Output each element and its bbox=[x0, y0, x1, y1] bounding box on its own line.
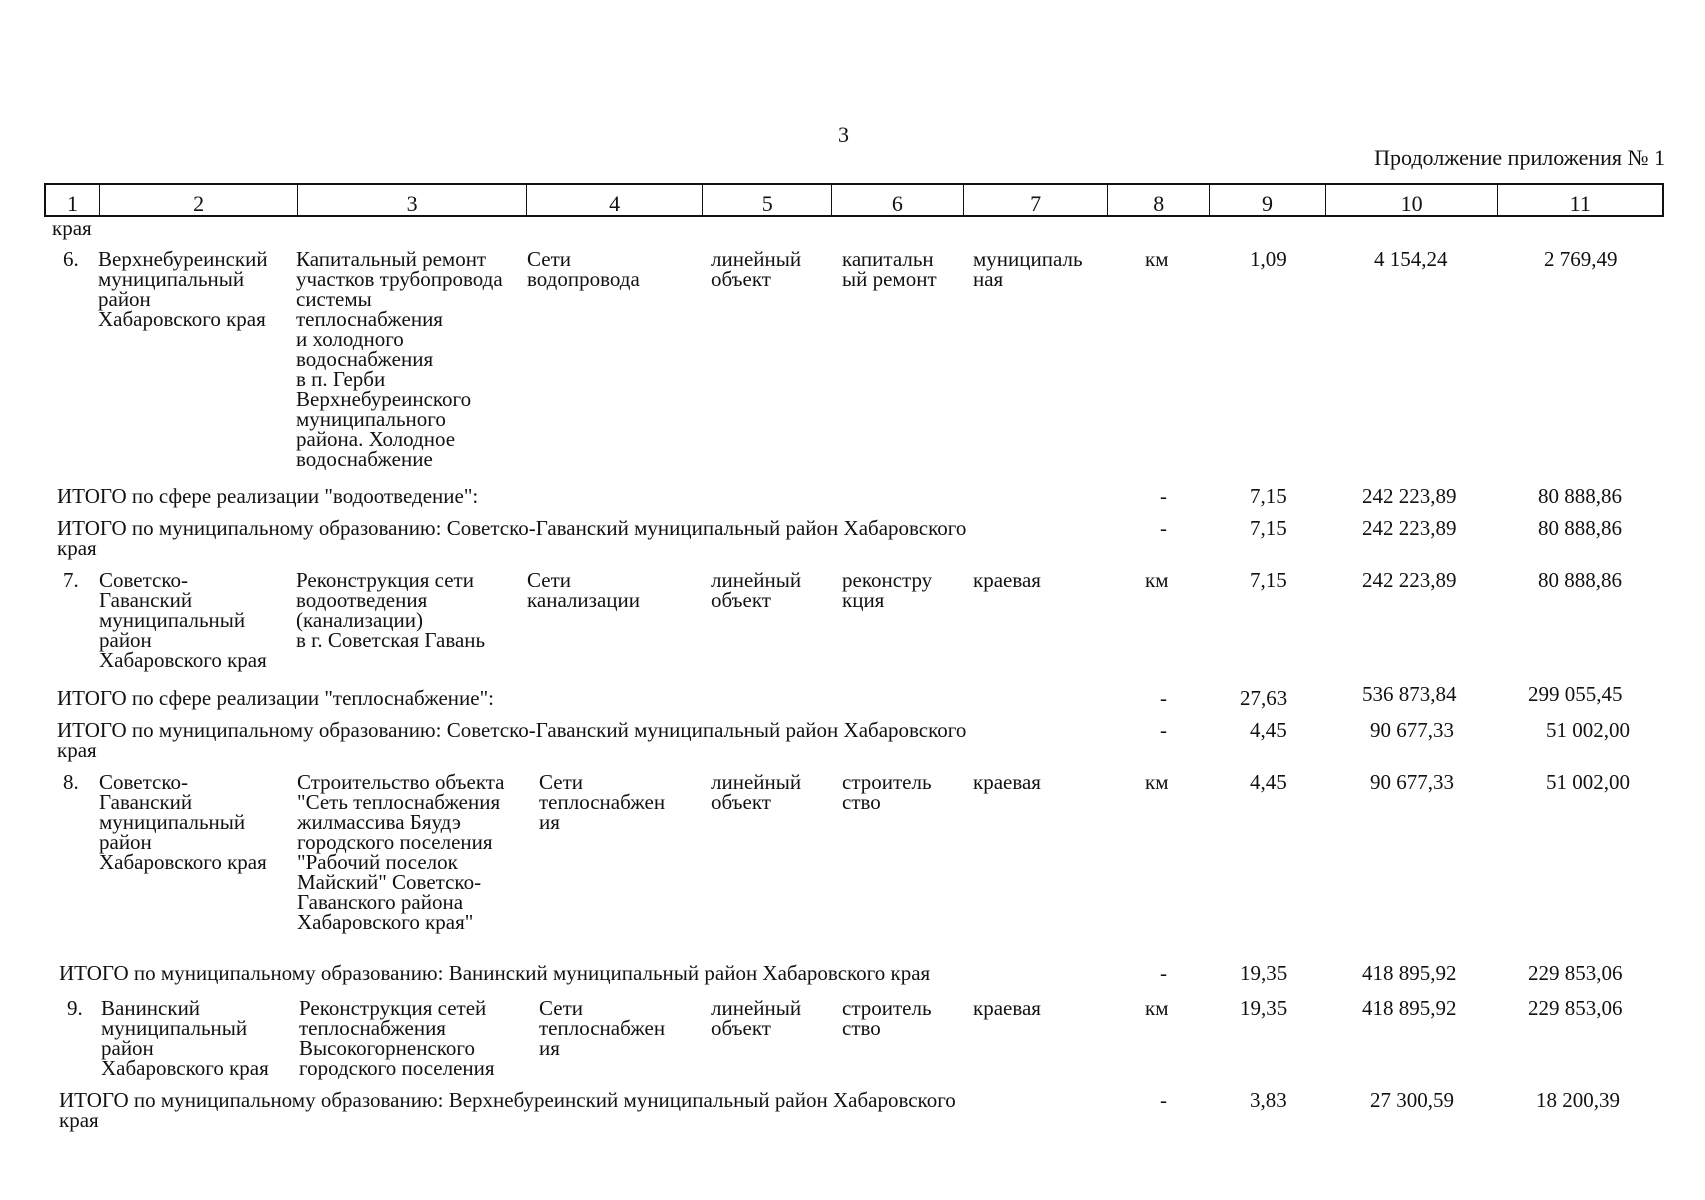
total-label: ИТОГО по муниципальному образованию: Ванинский муниципальный район Хабаровского края bbox=[59, 961, 931, 985]
length-cell: 19,35 bbox=[1240, 996, 1288, 1020]
ownership-cell: краевая bbox=[973, 996, 1041, 1020]
sum-cell: 51 002,00 bbox=[1546, 770, 1630, 794]
carryover-text: края bbox=[52, 216, 92, 240]
length-cell: 1,09 bbox=[1250, 247, 1287, 271]
total-sum: 299 055,45 bbox=[1528, 682, 1623, 706]
work-type-cell: капитальн ый ремонт bbox=[842, 247, 937, 291]
total-length: 19,35 bbox=[1240, 961, 1288, 985]
total-amount: 242 223,89 bbox=[1362, 516, 1457, 540]
total-amount: 90 677,33 bbox=[1370, 718, 1454, 742]
sum-cell: 229 853,06 bbox=[1528, 996, 1623, 1020]
total-sum: 229 853,06 bbox=[1528, 961, 1623, 985]
total-dash: - bbox=[1160, 516, 1167, 540]
network-cell: Сети водопровода bbox=[527, 247, 640, 291]
total-cell: 242 223,89 bbox=[1362, 568, 1457, 592]
work-type-cell: строитель ство bbox=[842, 770, 932, 814]
total-cell: 90 677,33 bbox=[1370, 770, 1454, 794]
unit-cell: км bbox=[1145, 568, 1169, 592]
column-header: 3 bbox=[298, 185, 526, 215]
object-cell: Строительство объекта "Сеть теплоснабжения жилмассива Бяудэ городского поселения "Рабочий поселок Майский" Советско- Гаванского района Хабаровского края" bbox=[297, 770, 505, 934]
total-cell: 418 895,92 bbox=[1362, 996, 1457, 1020]
total-amount: 418 895,92 bbox=[1362, 961, 1457, 985]
network-cell: Сети теплоснабжен ия bbox=[539, 996, 666, 1060]
work-type-cell: реконстру кция bbox=[842, 568, 933, 612]
row-number: 6. bbox=[63, 247, 79, 271]
column-header: 10 bbox=[1326, 185, 1499, 215]
column-header: 7 bbox=[964, 185, 1109, 215]
total-dash: - bbox=[1160, 686, 1167, 710]
column-header: 11 bbox=[1569, 191, 1591, 216]
total-dash: - bbox=[1160, 1088, 1167, 1112]
total-sum: 80 888,86 bbox=[1538, 516, 1622, 540]
object-type-cell: линейный объект bbox=[711, 247, 802, 291]
sum-cell: 80 888,86 bbox=[1538, 568, 1622, 592]
object-cell: Реконструкция сетей теплоснабжения Высокогорненского городского поселения bbox=[299, 996, 495, 1080]
column-header: 5 bbox=[703, 185, 832, 215]
total-length: 4,45 bbox=[1250, 718, 1287, 742]
ownership-cell: краевая bbox=[973, 568, 1041, 592]
total-label: ИТОГО по муниципальному образованию: Советско-Гаванский муниципальный район Хабаровского края bbox=[57, 516, 967, 560]
column-header: 1 bbox=[46, 185, 100, 215]
page-number: 3 bbox=[838, 122, 849, 147]
total-dash: - bbox=[1160, 484, 1167, 508]
total-label: ИТОГО по муниципальному образованию: Советско-Гаванский муниципальный район Хабаровского края bbox=[57, 718, 967, 762]
total-amount: 27 300,59 bbox=[1370, 1088, 1454, 1112]
network-cell: Сети теплоснабжен ия bbox=[539, 770, 666, 834]
row-number: 7. bbox=[63, 568, 79, 592]
total-length: 7,15 bbox=[1250, 516, 1287, 540]
object-type-cell: линейный объект bbox=[711, 996, 802, 1040]
total-sum: 80 888,86 bbox=[1538, 484, 1622, 508]
total-dash: - bbox=[1160, 718, 1167, 742]
continuation-label: Продолжение приложения № 1 bbox=[1374, 145, 1665, 170]
object-cell: Капитальный ремонт участков трубопровода системы теплоснабжения и холодного водоснабжения в п. Герби Верхнебуреинского муниципального района. Холодное водоснабжение bbox=[296, 247, 503, 471]
total-length: 27,63 bbox=[1240, 686, 1288, 710]
ownership-cell: муниципаль ная bbox=[973, 247, 1083, 291]
sum-cell: 2 769,49 bbox=[1544, 247, 1618, 271]
total-dash: - bbox=[1160, 961, 1167, 985]
total-sum: 18 200,39 bbox=[1536, 1088, 1620, 1112]
total-label: ИТОГО по муниципальному образованию: Верхнебуреинский муниципальный район Хабаровского края bbox=[59, 1088, 956, 1132]
object-type-cell: линейный объект bbox=[711, 770, 802, 814]
unit-cell: км bbox=[1145, 996, 1169, 1020]
total-length: 3,83 bbox=[1250, 1088, 1287, 1112]
total-amount: 536 873,84 bbox=[1362, 682, 1457, 706]
ownership-cell: краевая bbox=[973, 770, 1041, 794]
district-cell: Ванинский муниципальный район Хабаровского края bbox=[101, 996, 269, 1080]
total-length: 7,15 bbox=[1250, 484, 1287, 508]
total-amount: 242 223,89 bbox=[1362, 484, 1457, 508]
row-number: 9. bbox=[67, 996, 83, 1020]
work-type-cell: строитель ство bbox=[842, 996, 932, 1040]
object-cell: Реконструкция сети водоотведения (канализации) в г. Советская Гавань bbox=[296, 568, 486, 652]
column-header: 8 bbox=[1108, 185, 1210, 215]
object-type-cell: линейный объект bbox=[711, 568, 802, 612]
total-label: ИТОГО по сфере реализации "водоотведение": bbox=[57, 484, 479, 508]
district-cell: Советско- Гаванский муниципальный район Хабаровского края bbox=[99, 770, 267, 874]
length-cell: 7,15 bbox=[1250, 568, 1287, 592]
network-cell: Сети канализации bbox=[527, 568, 640, 612]
column-header-row bbox=[44, 183, 1664, 217]
district-cell: Верхнебуреинский муниципальный район Хабаровского края bbox=[98, 247, 268, 331]
district-cell: Советско- Гаванский муниципальный район Хабаровского края bbox=[99, 568, 267, 672]
total-sum: 51 002,00 bbox=[1546, 718, 1630, 742]
unit-cell: км bbox=[1145, 247, 1169, 271]
column-header: 2 bbox=[100, 185, 299, 215]
column-header: 6 bbox=[832, 185, 964, 215]
total-cell: 4 154,24 bbox=[1374, 247, 1448, 271]
length-cell: 4,45 bbox=[1250, 770, 1287, 794]
row-number: 8. bbox=[63, 770, 79, 794]
column-header: 9 bbox=[1210, 185, 1326, 215]
total-label: ИТОГО по сфере реализации "теплоснабжение": bbox=[57, 686, 494, 710]
unit-cell: км bbox=[1145, 770, 1169, 794]
column-header: 4 bbox=[527, 185, 704, 215]
